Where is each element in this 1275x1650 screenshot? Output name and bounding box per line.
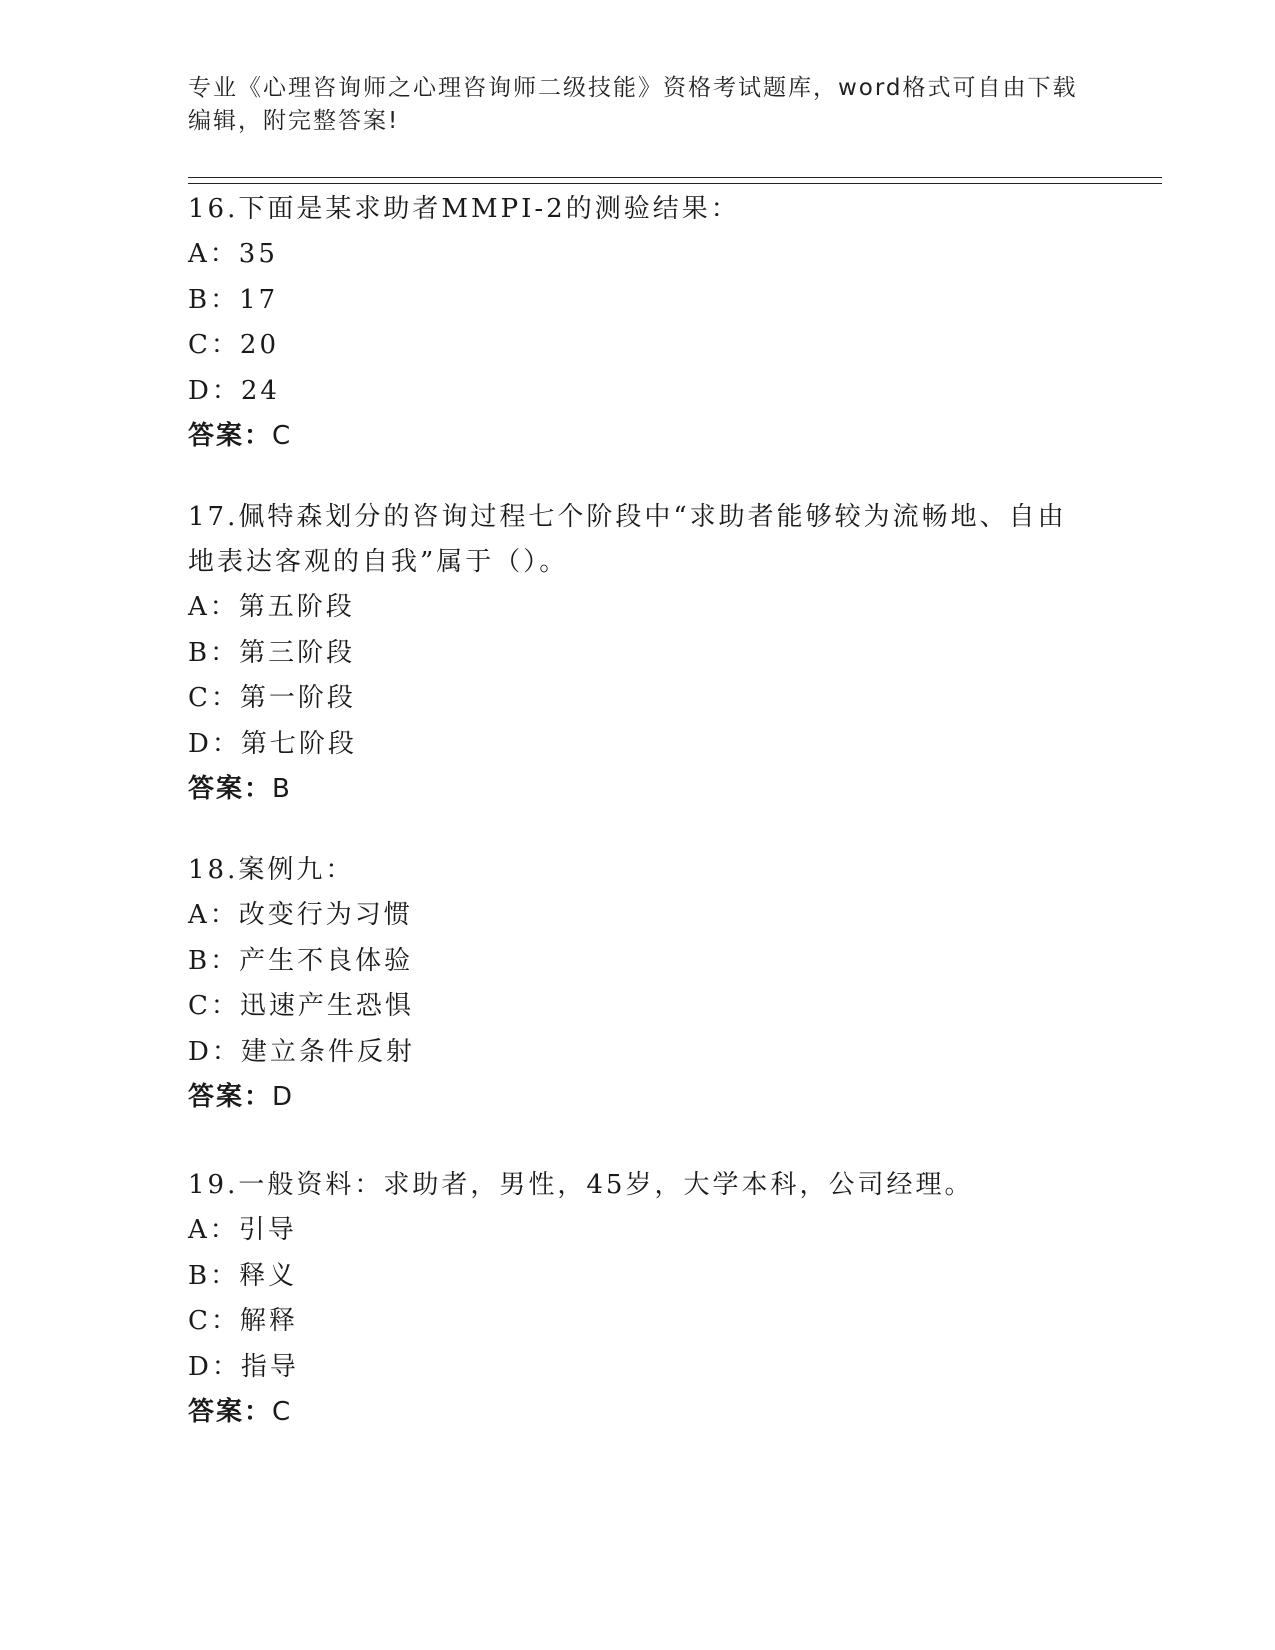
option-b: [188, 631, 1088, 677]
option-text: 24: [240, 375, 280, 406]
option-label: A：: [188, 592, 239, 622]
question-text-line: 地表达客观的自我”属于（）。: [188, 547, 569, 577]
option-text: 解释: [239, 1306, 298, 1336]
option-d: [188, 722, 1088, 768]
question-text: [188, 848, 1088, 893]
answer-label: 答案：: [188, 1397, 273, 1427]
option-c: [188, 676, 1088, 722]
option-a: [188, 1208, 1088, 1254]
answer-label: 答案：: [188, 1082, 273, 1112]
header-line-1: 专业《心理咨询师之心理咨询师二级技能》资格考试题库，word格式可自由下载: [188, 75, 1078, 101]
option-label: A：: [188, 900, 239, 930]
option-text: 迅速产生恐惧: [239, 991, 414, 1021]
header-line-2: 编辑，附完整答案!: [188, 108, 400, 134]
option-c: [188, 1299, 1088, 1345]
option-label: B：: [188, 945, 240, 976]
question-number: 18.: [188, 855, 239, 885]
option-text: 第三阶段: [239, 637, 356, 668]
question-text-line: 一般资料：求助者，男性，45岁，大学本科，公司经理。: [238, 1170, 974, 1200]
option-label: B：: [188, 1260, 240, 1291]
option-label: B：: [188, 284, 240, 315]
question-17: [188, 495, 1088, 813]
answer-value: B: [272, 774, 292, 804]
option-text: 17: [239, 284, 279, 315]
answer-label: 答案：: [188, 774, 273, 804]
option-text: 35: [238, 239, 278, 269]
option-text: 第五阶段: [238, 592, 355, 622]
option-a: [188, 893, 1088, 939]
answer-value: C: [272, 1397, 293, 1427]
option-text: 产生不良体验: [239, 945, 414, 976]
answer-line: [188, 1075, 1088, 1121]
option-label: D：: [188, 728, 241, 759]
answer-value: D: [272, 1082, 295, 1112]
option-d: [188, 369, 1088, 415]
option-text: 改变行为习惯: [238, 900, 413, 930]
option-b: [188, 1254, 1088, 1300]
option-text: 第七阶段: [240, 728, 357, 759]
question-18: [188, 848, 1088, 1121]
question-text-line: 下面是某求助者MMPI-2的测验结果：: [238, 194, 740, 224]
option-label: C：: [188, 1306, 240, 1336]
option-label: D：: [188, 375, 241, 406]
question-text: [188, 1163, 1088, 1208]
question-text-line: 案例九：: [238, 855, 355, 885]
option-c: [188, 984, 1088, 1030]
question-text: [188, 495, 1088, 540]
header-divider-top: [188, 177, 1162, 178]
answer-line: [188, 767, 1088, 813]
question-number: 16.: [188, 194, 239, 224]
option-label: C：: [188, 330, 240, 360]
document-header: [188, 72, 1088, 138]
answer-line: [188, 414, 1088, 460]
option-a: [188, 585, 1088, 631]
option-text: 第一阶段: [239, 683, 356, 713]
option-d: [188, 1345, 1088, 1391]
option-label: D：: [188, 1036, 241, 1067]
option-text: 释义: [239, 1260, 298, 1291]
option-text: 指导: [240, 1351, 299, 1382]
answer-label: 答案：: [188, 421, 273, 451]
option-label: A：: [188, 239, 239, 269]
option-label: D：: [188, 1351, 241, 1382]
question-text-line: 佩特森划分的咨询过程七个阶段中“求助者能够较为流畅地、自由: [238, 502, 1067, 532]
option-c: [188, 323, 1088, 369]
option-text: 20: [239, 330, 279, 360]
question-text-continued: [188, 540, 1088, 585]
question-text: [188, 187, 1088, 232]
option-a: [188, 232, 1088, 278]
question-number: 19.: [188, 1170, 239, 1200]
question-number: 17.: [188, 502, 239, 532]
option-label: C：: [188, 683, 240, 713]
option-d: [188, 1030, 1088, 1076]
option-text: 引导: [238, 1215, 297, 1245]
option-text: 建立条件反射: [240, 1036, 415, 1067]
question-19: [188, 1163, 1088, 1436]
option-label: C：: [188, 991, 240, 1021]
option-b: [188, 939, 1088, 985]
question-16: [188, 187, 1088, 460]
answer-line: [188, 1390, 1088, 1436]
option-label: B：: [188, 637, 240, 668]
header-divider-bottom: [188, 183, 1162, 184]
option-label: A：: [188, 1215, 239, 1245]
answer-value: C: [272, 421, 293, 451]
option-b: [188, 278, 1088, 324]
